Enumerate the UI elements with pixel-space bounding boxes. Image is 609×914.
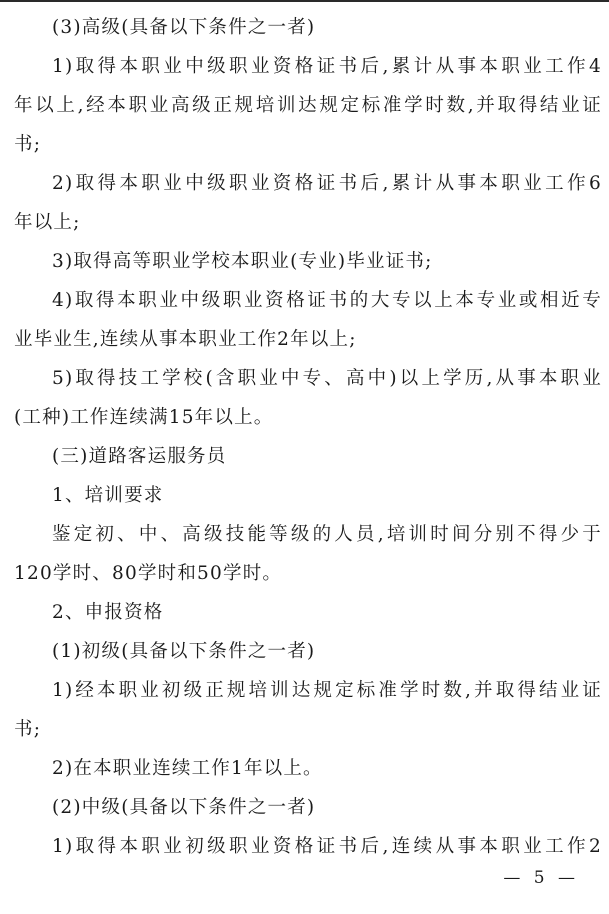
section-heading: (三)道路客运服务员 bbox=[52, 446, 227, 467]
text-line: 3)取得高等职业学校本职业(专业)毕业证书; bbox=[52, 251, 433, 272]
page-top-border bbox=[0, 0, 609, 2]
text-line: 年以上,经本职业高级正规培训达规定标准学时数,并取得结业证 bbox=[14, 95, 602, 116]
text-line: 2)在本职业连续工作1年以上。 bbox=[52, 758, 323, 779]
text-line: 鉴定初、中、高级技能等级的人员,培训时间分别不得少于 bbox=[52, 524, 602, 545]
text-line: 年以上; bbox=[14, 212, 81, 233]
subsection-heading: 2、申报资格 bbox=[52, 602, 164, 623]
text-line: 书; bbox=[14, 134, 42, 155]
text-line: (2)中级(具备以下条件之一者) bbox=[52, 797, 316, 818]
text-line: (工种)工作连续满15年以上。 bbox=[14, 407, 274, 428]
text-line: 2)取得本职业中级职业资格证书后,累计从事本职业工作6 bbox=[52, 173, 602, 194]
document-body bbox=[14, 8, 602, 866]
text-line: 5)取得技工学校(含职业中专、高中)以上学历,从事本职业 bbox=[52, 368, 602, 389]
text-line: 4)取得本职业中级职业资格证书的大专以上本专业或相近专 bbox=[52, 290, 602, 311]
text-line: (1)初级(具备以下条件之一者) bbox=[52, 641, 316, 662]
subsection-heading: 1、培训要求 bbox=[52, 485, 164, 506]
text-line: 120学时、80学时和50学时。 bbox=[14, 563, 283, 584]
text-line: 1)经本职业初级正规培训达规定标准学时数,并取得结业证 bbox=[52, 680, 602, 701]
page-number: — 5 — bbox=[503, 868, 579, 888]
text-line: (3)高级(具备以下条件之一者) bbox=[52, 17, 316, 38]
text-line: 1)取得本职业初级职业资格证书后,连续从事本职业工作2 bbox=[52, 836, 602, 857]
text-line: 1)取得本职业中级职业资格证书后,累计从事本职业工作4 bbox=[52, 56, 602, 77]
text-line: 业毕业生,连续从事本职业工作2年以上; bbox=[14, 329, 357, 350]
text-line: 书; bbox=[14, 719, 42, 740]
